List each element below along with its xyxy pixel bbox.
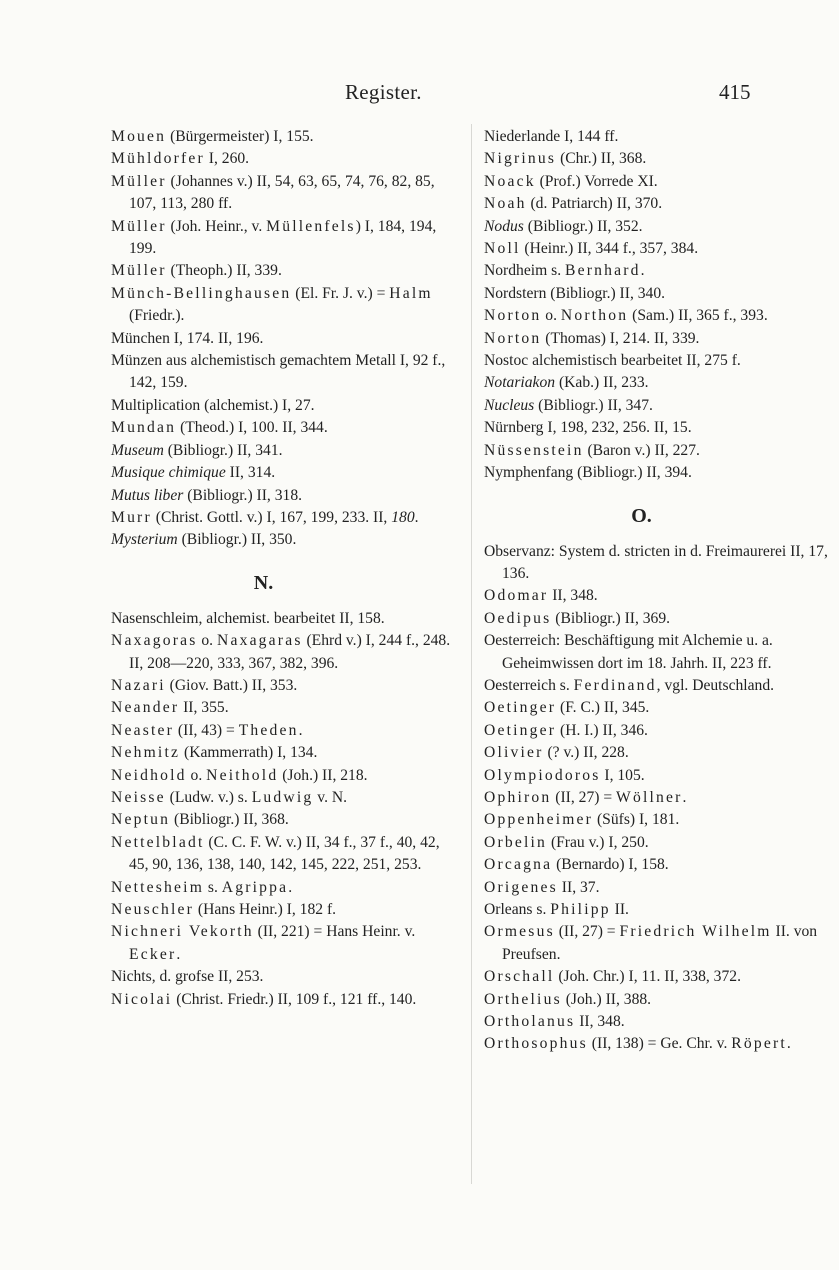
entry-name: Odomar (484, 587, 549, 605)
index-entry (484, 720, 839, 742)
index-entry (484, 395, 839, 417)
entry-text: (Heinr.) II, 344 f., 357, 384. (520, 240, 699, 258)
entry-name: Orcagna (484, 856, 553, 874)
index-entry (484, 440, 839, 462)
entry-text: (Johannes v.) II, 54, 63, 65, 74, 76, 82, 85, 107, 113, 280 ff. (129, 172, 435, 213)
index-entry (484, 585, 839, 607)
entry-name: Orthelius (484, 990, 562, 1008)
entry-name: Origenes (484, 878, 558, 896)
index-entry (484, 765, 839, 787)
entry-name: Theden (238, 721, 299, 739)
entry-name: Philipp (550, 901, 611, 918)
entry-name: Mundan (111, 419, 177, 437)
entry-name: Neithold (206, 766, 279, 784)
entry-name: Neaster (111, 721, 175, 739)
entry-name: Nüssenstein (484, 441, 584, 459)
entry-text: ) I, 184, 194, 199. (129, 217, 437, 258)
entry-name: 180 (391, 508, 415, 526)
index-entry (484, 417, 839, 439)
entry-list-o (484, 541, 839, 1056)
entry-text: Münzen aus alchemistisch gemachtem Metall I, 92 f., 142, 159. (111, 352, 446, 392)
entry-text: (Baron v.) II, 227. (583, 441, 700, 459)
entry-text: . (176, 945, 181, 963)
index-entry (484, 809, 839, 831)
index-entry (111, 742, 456, 764)
index-entry (484, 966, 839, 988)
index-entry (484, 697, 839, 719)
entry-name: Mouen (111, 128, 167, 145)
section-letter-n: N. (253, 571, 274, 594)
entry-name: Notariakon (484, 374, 556, 392)
entry-text: (Chr.) II, 368. (556, 150, 647, 168)
entry-text: (Christ. Friedr.) II, 109 f., 121 ff., 140. (172, 990, 417, 1008)
index-entry (484, 462, 839, 484)
entry-text: . (682, 788, 687, 806)
entry-text: (El. Fr. J. v.) = (291, 284, 390, 302)
entry-name: Naxagoras (111, 632, 198, 650)
entry-name: Nazari (111, 676, 166, 694)
entry-name: Noack (484, 172, 536, 190)
entry-text: (Christ. Gottl. v.) I, 167, 199, 233. II, (151, 508, 392, 526)
entry-name: Nigrinus (484, 150, 557, 168)
entry-text: (Friedr.). (129, 307, 185, 325)
index-entry (111, 921, 456, 966)
entry-name: Müller (111, 217, 167, 235)
index-entry (111, 787, 456, 809)
index-entry (111, 216, 456, 261)
index-entry (484, 328, 839, 350)
index-entry (484, 675, 839, 697)
entry-name: Nodus (484, 217, 524, 235)
index-entry (484, 899, 839, 921)
entry-name: Ecker (129, 945, 177, 963)
entry-name: Mühldorfer (111, 150, 205, 168)
entry-name: Neisse (111, 788, 166, 806)
index-entry (111, 832, 456, 877)
entry-text: (Thomas) I, 214. II, 339. (541, 329, 700, 347)
index-entry (111, 720, 456, 742)
entry-text: (d. Patriarch) II, 370. (526, 195, 663, 213)
entry-text: II, 37. (557, 878, 600, 896)
entry-text: I, 105. (600, 766, 645, 784)
entry-text: (F. C.) II, 345. (556, 699, 650, 717)
index-entry (484, 350, 839, 372)
entry-list-m (111, 126, 456, 552)
index-entry (484, 126, 839, 148)
entry-name: Neuschler (111, 901, 195, 918)
index-entry (111, 877, 456, 899)
entry-name: Noll (484, 240, 521, 258)
entry-name: Müller (111, 172, 167, 190)
index-entry (484, 216, 839, 238)
entry-name: Norton (484, 329, 542, 347)
entry-text: (II, 27) = (554, 923, 620, 941)
index-entry (111, 899, 456, 921)
entry-text: (II, 138) = Ge. Chr. v. (587, 1035, 732, 1053)
column-divider (471, 124, 472, 1184)
entry-name: Neidhold (111, 766, 187, 784)
index-entry (484, 1011, 839, 1033)
index-entry (111, 440, 456, 462)
entry-text: (Bibliogr.) II, 347. (534, 396, 653, 414)
index-entry (111, 350, 456, 395)
section-letter-o: O. (631, 504, 652, 527)
entry-text: (II, 43) = (174, 721, 239, 739)
entry-text: II, 355. (179, 699, 229, 717)
entry-text: (Joh.) II, 218. (278, 766, 368, 784)
entry-text: (Theoph.) II, 339. (166, 262, 282, 280)
entry-name: Oetinger (484, 721, 557, 739)
index-entry (111, 675, 456, 697)
entry-name: Orbelin (484, 833, 548, 851)
index-entry (111, 126, 456, 148)
entry-text: (II, 221) = Hans Heinr. v. (253, 923, 416, 941)
entry-text: Nordstern (Bibliogr.) II, 340. (484, 284, 666, 302)
entry-text: . (298, 721, 303, 739)
index-entry (111, 395, 456, 417)
entry-text: (Kammerrath) I, 134. (180, 744, 318, 762)
entry-text: (Süfs) I, 181. (593, 811, 680, 829)
entry-text: (Joh.) II, 388. (561, 990, 652, 1008)
entry-name: Oetinger (484, 699, 557, 717)
entry-name: Neptun (111, 811, 171, 829)
entry-text: Nymphenfang (Bibliogr.) II, 394. (484, 464, 692, 482)
index-entry (484, 193, 839, 215)
index-entry (484, 787, 839, 809)
entry-text: , vgl. Deutschland. (656, 676, 775, 694)
index-entry (111, 171, 456, 216)
index-entry (111, 697, 456, 719)
index-entry (111, 148, 456, 170)
entry-text: Niederlande I, 144 ff. (484, 128, 619, 145)
right-column (484, 126, 839, 1056)
entry-text: (Bibliogr.) II, 352. (523, 217, 643, 235)
entry-text: (? v.) II, 228. (543, 744, 629, 762)
index-entry (484, 283, 839, 305)
entry-text: . (786, 1035, 791, 1053)
index-entry (484, 260, 839, 282)
entry-name: Mysterium (111, 531, 178, 549)
index-entry (484, 171, 839, 193)
entry-name: Friedrich Wilhelm (619, 923, 772, 941)
entry-name: Münch-Bellinghausen (111, 284, 292, 302)
entry-text: (C. C. F. W. v.) II, 34 f., 37 f., 40, 42, 45, 90, 136, 138, 140, 142, 145, 222, 251, 253. (129, 833, 440, 874)
entry-name: Nettelbladt (111, 833, 205, 851)
entry-name: Murr (111, 508, 152, 526)
entry-text: . (414, 508, 419, 526)
index-entry (111, 529, 456, 551)
index-entry (111, 608, 456, 630)
entry-text: o. (186, 766, 207, 784)
entry-text: Oesterreich: Beschäftigung mit Alchemie u. a. Geheimwissen dort im 18. Jahrh. II, 223 ff. (484, 632, 773, 672)
page-header (0, 80, 800, 110)
entry-text: s. (204, 878, 222, 896)
entry-text: (Bibliogr.) II, 318. (183, 486, 303, 504)
entry-name: Oppenheimer (484, 811, 594, 829)
index-entry (484, 608, 839, 630)
entry-list-n-continued (484, 126, 839, 485)
index-entry (484, 832, 839, 854)
index-entry (111, 989, 456, 1011)
entry-text: (Theod.) I, 100. II, 344. (176, 419, 328, 437)
entry-name: Ormesus (484, 923, 555, 941)
entry-text: (Sam.) II, 365 f., 393. (628, 307, 768, 325)
entry-name: Röpert (731, 1035, 787, 1053)
page-title: Register. (345, 80, 422, 104)
entry-text: Oesterreich s. (484, 676, 574, 694)
entry-text: Orleans s. (484, 901, 551, 918)
entry-text: (Kab.) II, 233. (555, 374, 649, 392)
index-entry (484, 305, 839, 327)
index-entry (484, 541, 839, 586)
index-entry (111, 485, 456, 507)
entry-text: (II, 27) = (551, 788, 617, 806)
entry-text: (Bernardo) I, 158. (552, 856, 669, 874)
entry-name: Ophiron (484, 788, 552, 806)
entry-text: Nürnberg I, 198, 232, 256. II, 15. (484, 419, 692, 437)
entry-text: I, 260. (204, 150, 250, 168)
index-entry (484, 989, 839, 1011)
entry-text: Multiplication (alchemist.) I, 27. (111, 396, 315, 414)
entry-text: (H. I.) II, 346. (556, 721, 648, 739)
entry-name: Museum (111, 441, 164, 459)
index-entry (484, 372, 839, 394)
entry-name: Olivier (484, 744, 544, 762)
entry-text: (Joh. Chr.) I, 11. II, 338, 372. (554, 968, 741, 986)
index-entry (111, 417, 456, 439)
entry-name: Norton (484, 307, 542, 325)
left-column (111, 126, 456, 1011)
entry-text: o. (541, 307, 561, 325)
index-entry (484, 742, 839, 764)
page-number: 415 (719, 80, 751, 104)
entry-list-n (111, 608, 456, 1011)
index-entry (111, 283, 456, 328)
entry-name: Nicolai (111, 990, 173, 1008)
entry-text: Observanz: System d. stricten in d. Freimaurerei II, 17, 136. (484, 542, 828, 582)
entry-text: (Joh. Heinr., v. (166, 217, 267, 235)
entry-text: (Bibliogr.) II, 368. (170, 811, 289, 829)
entry-text: II, 348. (548, 587, 598, 605)
entry-name: Orthosophus (484, 1035, 588, 1053)
entry-name: Wöllner (616, 788, 683, 806)
entry-name: Halm (389, 284, 433, 302)
entry-text: Nordheim s. (484, 262, 565, 280)
index-entry (111, 630, 456, 675)
entry-name: Ludwig (251, 788, 314, 806)
entry-text: (Giov. Batt.) II, 353. (165, 676, 298, 694)
entry-text: (Hans Heinr.) I, 182 f. (194, 901, 337, 918)
index-entry (484, 854, 839, 876)
index-entry (111, 462, 456, 484)
entry-name: Orschall (484, 968, 555, 986)
entry-text: o. (197, 632, 217, 650)
entry-text: (Bürgermeister) I, 155. (166, 128, 314, 145)
entry-text: (Ehrd v.) I, 244 f., 248. II, 208—220, 333, 367, 382, 396. (129, 632, 451, 672)
index-entry (484, 1033, 839, 1055)
entry-text: München I, 174. II, 196. (111, 329, 264, 347)
entry-name: Naxagaras (216, 632, 303, 650)
index-entry (111, 260, 456, 282)
entry-text: (Bibliogr.) II, 369. (551, 609, 671, 627)
entry-text: v. N. (313, 788, 348, 806)
entry-name: Ferdinand (573, 676, 657, 694)
entry-text: Nasenschleim, alchemist. bearbeitet II, 158. (111, 609, 385, 627)
entry-name: Nucleus (484, 396, 535, 414)
entry-name: Oedipus (484, 609, 552, 627)
entry-text: (Prof.) Vorrede XI. (535, 172, 658, 190)
entry-text: Nichts, d. grofse II, 253. (111, 968, 264, 986)
entry-text: . (288, 878, 293, 896)
entry-name: Agrippa (221, 878, 289, 896)
entry-name: Nichneri Vekorth (111, 923, 254, 941)
entry-text: (Frau v.) I, 250. (547, 833, 649, 851)
index-entry (111, 966, 456, 988)
entry-name: Müller (111, 262, 167, 280)
entry-name: Ortholanus (484, 1013, 576, 1031)
entry-text: Nostoc alchemistisch bearbeitet II, 275 f. (484, 352, 741, 370)
entry-name: Neander (111, 699, 180, 717)
index-entry (111, 328, 456, 350)
entry-name: Northon (560, 307, 629, 325)
entry-text: . (640, 262, 645, 280)
index-entry (484, 921, 839, 966)
entry-text: II, 348. (575, 1013, 625, 1031)
index-entry (484, 877, 839, 899)
entry-name: Noah (484, 195, 527, 213)
entry-text: II. (610, 901, 629, 918)
entry-name: Nehmitz (111, 744, 181, 762)
entry-text: (Ludw. v.) s. (165, 788, 252, 806)
entry-name: Müllenfels (266, 217, 356, 235)
index-entry (484, 238, 839, 260)
entry-name: Nettesheim (111, 878, 205, 896)
entry-text: II. von Preufsen. (502, 923, 818, 963)
entry-name: Mutus liber (111, 486, 184, 504)
index-entry (111, 507, 456, 529)
entry-text: (Bibliogr.) II, 341. (163, 441, 283, 459)
entry-text: II, 314. (225, 464, 276, 482)
index-entry (484, 630, 839, 675)
index-entry (111, 765, 456, 787)
index-entry (484, 148, 839, 170)
entry-name: Bernhard (565, 262, 641, 280)
entry-text: (Bibliogr.) II, 350. (177, 531, 297, 549)
entry-name: Olympiodoros (484, 766, 601, 784)
index-entry (111, 809, 456, 831)
entry-name: Musique chimique (111, 464, 226, 482)
